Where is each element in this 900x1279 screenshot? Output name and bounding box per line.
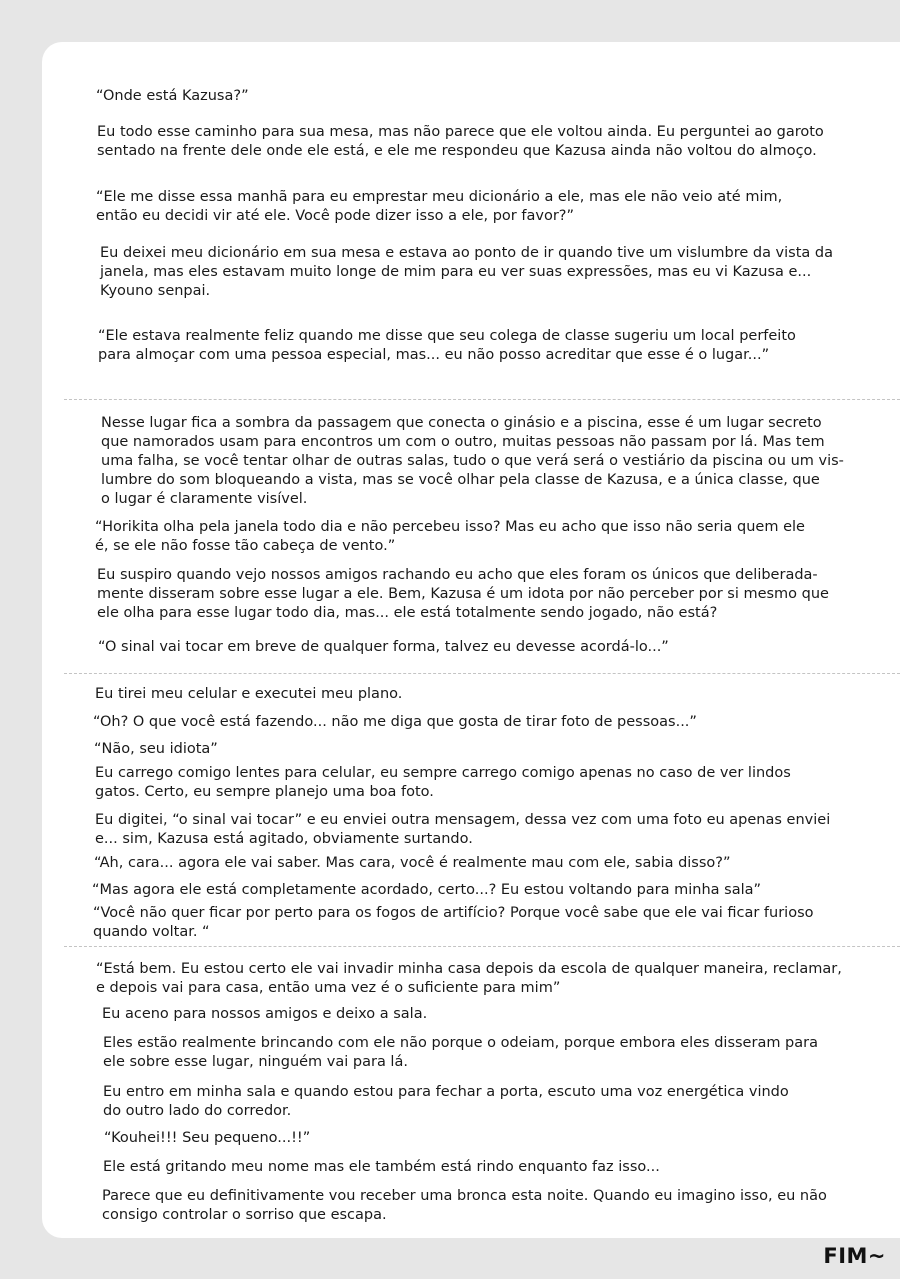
story-line: Parece que eu definitivamente vou receber uma bronca esta noite. Quando eu imagino isso, eu não (102, 1188, 827, 1204)
story-paragraph (95, 685, 402, 704)
story-line: “Ele estava realmente feliz quando me disse que seu colega de classe sugeriu um local perfeito (98, 328, 796, 344)
story-line: Eu todo esse caminho para sua mesa, mas não parece que ele voltou ainda. Eu perguntei ao garoto (97, 124, 824, 140)
story-line: para almoçar com uma pessoa especial, mas... eu não posso acreditar que esse é o lugar...” (98, 347, 770, 363)
story-line: Eu aceno para nossos amigos e deixo a sala. (102, 1006, 428, 1022)
story-line: lumbre do som bloqueando a vista, mas se você olhar pela classe de Kazusa, e a única classe, que (101, 472, 820, 488)
story-line: e depois vai para casa, então uma vez é o suficiente para mim” (96, 980, 561, 996)
story-line: do outro lado do corredor. (103, 1103, 292, 1119)
story-line: “Oh? O que você está fazendo... não me diga que gosta de tirar foto de pessoas...” (93, 714, 697, 730)
story-paragraph (97, 123, 824, 161)
scene-divider (64, 946, 900, 947)
story-line: “Ele me disse essa manhã para eu emprestar meu dicionário a ele, mas ele não veio até mim, (96, 189, 783, 205)
story-paragraph (96, 960, 842, 998)
story-line: Nesse lugar fica a sombra da passagem que conecta o ginásio e a piscina, esse é um lugar secreto (101, 415, 822, 431)
story-line: Ele está gritando meu nome mas ele também está rindo enquanto faz isso... (103, 1159, 660, 1175)
story-line: Eu tirei meu celular e executei meu plano. (95, 686, 403, 702)
story-line: e... sim, Kazusa está agitado, obviamente surtando. (95, 831, 473, 847)
story-paragraph (104, 1129, 310, 1148)
story-paragraph (95, 764, 791, 802)
story-line: Eles estão realmente brincando com ele não porque o odeiam, porque embora eles disseram para (103, 1035, 818, 1051)
story-line: ele olha para esse lugar todo dia, mas... ele está totalmente sendo jogado, não está? (97, 605, 718, 621)
story-line: “O sinal vai tocar em breve de qualquer forma, talvez eu devesse acordá-lo...” (98, 639, 669, 655)
story-paragraph (100, 244, 833, 301)
story-line: “Mas agora ele está completamente acordado, certo...? Eu estou voltando para minha sala” (92, 882, 762, 898)
story-line: Eu suspiro quando vejo nossos amigos rachando eu acho que eles foram os únicos que deliberada- (97, 567, 818, 583)
story-paragraph (95, 811, 830, 849)
story-paragraph (98, 327, 796, 365)
story-paragraph (96, 87, 249, 106)
story-line: “Está bem. Eu estou certo ele vai invadir minha casa depois da escola de qualquer maneira, reclamar, (96, 961, 842, 977)
scene-divider (64, 673, 900, 674)
story-paragraph (102, 1005, 427, 1024)
story-paragraph (101, 414, 844, 509)
story-line: ele sobre esse lugar, ninguém vai para lá. (103, 1054, 408, 1070)
story-paragraph (103, 1034, 818, 1072)
story-paragraph (92, 881, 761, 900)
story-paragraph (95, 518, 805, 556)
story-paragraph (102, 1187, 827, 1225)
story-line: então eu decidi vir até ele. Você pode dizer isso a ele, por favor?” (96, 208, 574, 224)
story-line: Eu entro em minha sala e quando estou para fechar a porta, escuto uma voz energética vindo (103, 1084, 789, 1100)
story-line: Eu deixei meu dicionário em sua mesa e estava ao ponto de ir quando tive um vislumbre da vista da (100, 245, 833, 261)
scene-divider (64, 399, 900, 400)
story-paragraph (103, 1083, 789, 1121)
story-line: janela, mas eles estavam muito longe de mim para eu ver suas expressões, mas eu vi Kazusa e... (100, 264, 812, 280)
story-line: “Não, seu idiota” (94, 741, 218, 757)
story-paragraph (97, 566, 829, 623)
story-line: “Ah, cara... agora ele vai saber. Mas cara, você é realmente mau com ele, sabia disso?” (94, 855, 731, 871)
story-paragraph (93, 713, 697, 732)
story-line: o lugar é claramente visível. (101, 491, 308, 507)
story-line: mente disseram sobre esse lugar a ele. Bem, Kazusa é um idota por não perceber por si mesmo que (97, 586, 829, 602)
story-line: “Onde está Kazusa?” (96, 88, 249, 104)
story-line: quando voltar. “ (93, 924, 210, 940)
story-line: gatos. Certo, eu sempre planejo uma boa foto. (95, 784, 434, 800)
story-paragraph (94, 854, 731, 873)
story-line: “Horikita olha pela janela todo dia e não percebeu isso? Mas eu acho que isso não seria quem ele (95, 519, 805, 535)
story-paragraph (98, 638, 669, 657)
story-line: “Kouhei!!! Seu pequeno...!!” (104, 1130, 311, 1146)
story-line: sentado na frente dele onde ele está, e ele me respondeu que Kazusa ainda não voltou do almoço. (97, 143, 817, 159)
story-paragraph (103, 1158, 660, 1177)
story-paragraph (96, 188, 782, 226)
story-line: Eu digitei, “o sinal vai tocar” e eu enviei outra mensagem, dessa vez com uma foto eu apenas enviei (95, 812, 831, 828)
story-paragraph (93, 904, 814, 942)
story-line: é, se ele não fosse tão cabeça de vento.” (95, 538, 396, 554)
story-paragraph (94, 740, 218, 759)
story-line: “Você não quer ficar por perto para os fogos de artifício? Porque você sabe que ele vai ficar furioso (93, 905, 814, 921)
story-line: que namorados usam para encontros um com o outro, muitas pessoas não passam por lá. Mas tem (101, 434, 825, 450)
story-line: Kyouno senpai. (100, 283, 211, 299)
end-mark: FIM~ (823, 1244, 886, 1268)
story-line: consigo controlar o sorriso que escapa. (102, 1207, 387, 1223)
story-line: Eu carrego comigo lentes para celular, eu sempre carrego comigo apenas no caso de ver lindos (95, 765, 791, 781)
story-line: uma falha, se você tentar olhar de outras salas, tudo o que verá será o vestiário da piscina ou um vis- (101, 453, 844, 469)
